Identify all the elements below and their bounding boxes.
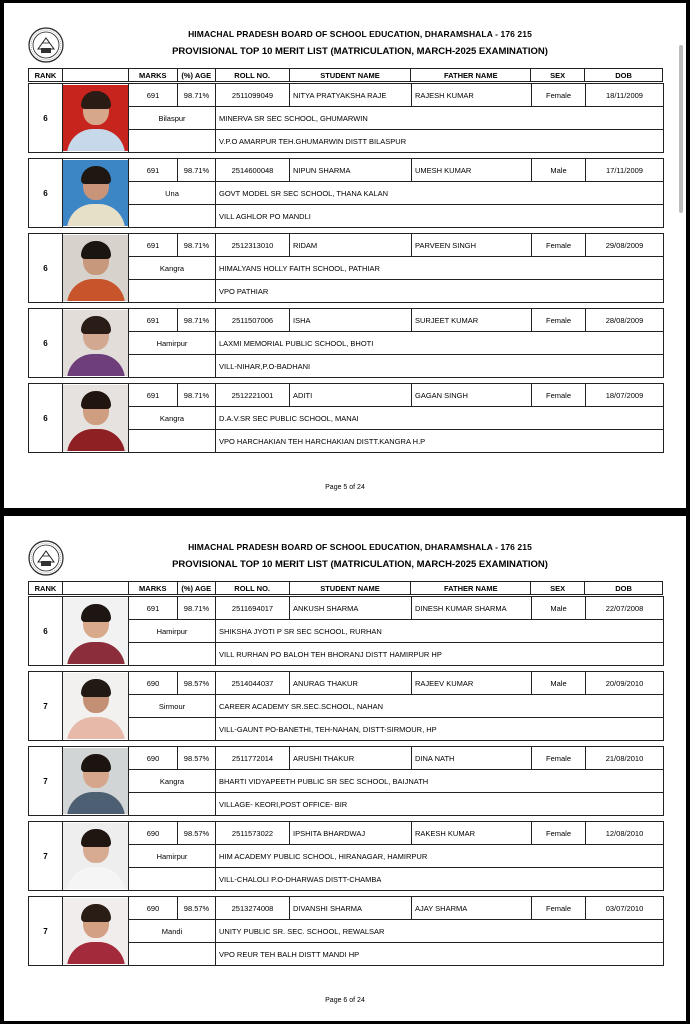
- student-photo: [63, 597, 129, 666]
- empty-cell: [129, 793, 216, 816]
- percentage-cell: 98.71%: [178, 84, 216, 107]
- sex-cell: Male: [532, 597, 586, 620]
- student-photo-image: [63, 235, 129, 301]
- empty-cell: [129, 643, 216, 666]
- school-cell: UNITY PUBLIC SR. SEC. SCHOOL, REWALSAR: [216, 920, 664, 943]
- student-photo-image: [63, 160, 129, 226]
- student-photo-image: [63, 898, 129, 964]
- school-cell: D.A.V.SR SEC PUBLIC SCHOOL, MANAI: [216, 407, 664, 430]
- student-name-cell: ANKUSH SHARMA: [290, 597, 412, 620]
- dob-cell: 17/11/2009: [586, 159, 664, 182]
- address-cell: VPO HARCHAKIAN TEH HARCHAKIAN DISTT.KANGRA H.P: [216, 430, 664, 453]
- father-name-cell: DINESH KUMAR SHARMA: [412, 597, 532, 620]
- percentage-cell: 98.57%: [178, 747, 216, 770]
- marks-header: MARKS: [128, 582, 177, 595]
- marks-cell: 691: [129, 597, 178, 620]
- roll-no-cell: 2511099049: [216, 84, 290, 107]
- school-cell: GOVT MODEL SR SEC SCHOOL, THANA KALAN: [216, 182, 664, 205]
- father-name-cell: RAKESH KUMAR: [412, 822, 532, 845]
- address-cell: VILL-GAUNT PO-BANETHI, TEH-NAHAN, DISTT-SIRMOUR, HP: [216, 718, 664, 741]
- address-cell: VILLAGE- KEORI,POST OFFICE- BIR: [216, 793, 664, 816]
- roll-no-cell: 2514600048: [216, 159, 290, 182]
- district-cell: Una: [129, 182, 216, 205]
- father-name-cell: PARVEEN SINGH: [412, 234, 532, 257]
- father-name-cell: AJAY SHARMA: [412, 897, 532, 920]
- student-photo: [63, 822, 129, 891]
- marks-cell: 690: [129, 822, 178, 845]
- student-name-cell: ADITI: [290, 384, 412, 407]
- rank-cell: 6: [29, 384, 63, 453]
- student-name-cell: ANURAG THAKUR: [290, 672, 412, 695]
- district-cell: Kangra: [129, 257, 216, 280]
- rank-header: RANK: [29, 582, 63, 595]
- dob-cell: 29/08/2009: [586, 234, 664, 257]
- merit-list-page: [4, 3, 686, 508]
- roll-no-cell: 2512313010: [216, 234, 290, 257]
- student-entry: [28, 83, 663, 152]
- merit-list-title: PROVISIONAL TOP 10 MERIT LIST (MATRICULATION, MARCH-2025 EXAMINATION): [172, 46, 548, 57]
- father-name-cell: RAJEEV KUMAR: [412, 672, 532, 695]
- page-number: Page 6 of 24: [325, 997, 365, 1004]
- student-photo-image: [63, 85, 129, 151]
- dob-cell: 18/11/2009: [586, 84, 664, 107]
- marks-cell: 691: [129, 84, 178, 107]
- empty-cell: [129, 205, 216, 228]
- rank-cell: 6: [29, 597, 63, 666]
- dob-cell: 22/07/2008: [586, 597, 664, 620]
- rank-header: RANK: [29, 69, 63, 82]
- school-cell: MINERVA SR SEC SCHOOL, GHUMARWIN: [216, 107, 664, 130]
- dob-cell: 12/08/2010: [586, 822, 664, 845]
- board-title: HIMACHAL PRADESH BOARD OF SCHOOL EDUCATION, DHARAMSHALA - 176 215: [188, 542, 532, 552]
- student-photo: [63, 897, 129, 966]
- student-photo-image: [63, 823, 129, 889]
- photo-header: [62, 69, 128, 82]
- roll-no-header: ROLL NO.: [215, 69, 289, 82]
- student-entry: [28, 308, 663, 377]
- address-cell: V.P.O AMARPUR TEH.GHUMARWIN DISTT BILASPUR: [216, 130, 664, 153]
- district-cell: Bilaspur: [129, 107, 216, 130]
- marks-cell: 690: [129, 747, 178, 770]
- student-name-cell: NIPUN SHARMA: [290, 159, 412, 182]
- student-photo-image: [63, 673, 129, 739]
- school-cell: LAXMI MEMORIAL PUBLIC SCHOOL, BHOTI: [216, 332, 664, 355]
- rank-cell: 6: [29, 159, 63, 228]
- student-photo-image: [63, 385, 129, 451]
- empty-cell: [129, 868, 216, 891]
- percentage-cell: 98.71%: [178, 384, 216, 407]
- roll-no-cell: 2512221001: [216, 384, 290, 407]
- empty-cell: [129, 718, 216, 741]
- student-entry: [28, 596, 663, 665]
- student-name-cell: IPSHITA BHARDWAJ: [290, 822, 412, 845]
- roll-no-cell: 2513274008: [216, 897, 290, 920]
- school-cell: SHIKSHA JYOTI P SR SEC SCHOOL, RURHAN: [216, 620, 664, 643]
- address-cell: VPO REUR TEH BALH DISTT MANDI HP: [216, 943, 664, 966]
- student-photo: [63, 84, 129, 153]
- sex-cell: Male: [532, 159, 586, 182]
- address-cell: VILL-CHALOLI P.O-DHARWAS DISTT-CHAMBA: [216, 868, 664, 891]
- dob-cell: 03/07/2010: [586, 897, 664, 920]
- student-photo: [63, 747, 129, 816]
- district-cell: Hamirpur: [129, 620, 216, 643]
- empty-cell: [129, 355, 216, 378]
- district-cell: Sirmour: [129, 695, 216, 718]
- marks-cell: 690: [129, 672, 178, 695]
- rank-cell: 7: [29, 897, 63, 966]
- school-cell: HIM ACADEMY PUBLIC SCHOOL, HIRANAGAR, HAMIRPUR: [216, 845, 664, 868]
- page-number: Page 5 of 24: [325, 484, 365, 491]
- marks-cell: 691: [129, 384, 178, 407]
- percentage-cell: 98.57%: [178, 897, 216, 920]
- dob-cell: 28/08/2009: [586, 309, 664, 332]
- roll-no-cell: 2511772014: [216, 747, 290, 770]
- sex-cell: Female: [532, 822, 586, 845]
- sex-header: SEX: [531, 69, 585, 82]
- empty-cell: [129, 280, 216, 303]
- rank-cell: 7: [29, 822, 63, 891]
- percentage-cell: 98.71%: [178, 159, 216, 182]
- student-photo: [63, 384, 129, 453]
- rank-cell: 6: [29, 309, 63, 378]
- sex-cell: Female: [532, 309, 586, 332]
- student-photo-image: [63, 310, 129, 376]
- school-cell: BHARTI VIDYAPEETH PUBLIC SR SEC SCHOOL, BAIJNATH: [216, 770, 664, 793]
- father-name-cell: GAGAN SINGH: [412, 384, 532, 407]
- dob-cell: 21/08/2010: [586, 747, 664, 770]
- merit-list-title: PROVISIONAL TOP 10 MERIT LIST (MATRICULATION, MARCH-2025 EXAMINATION): [172, 559, 548, 570]
- father-name-cell: UMESH KUMAR: [412, 159, 532, 182]
- rank-cell: 7: [29, 672, 63, 741]
- student-name-cell: ISHA: [290, 309, 412, 332]
- district-cell: Kangra: [129, 770, 216, 793]
- sex-cell: Female: [532, 234, 586, 257]
- empty-cell: [129, 430, 216, 453]
- student-photo: [63, 672, 129, 741]
- address-cell: VILL AGHLOR PO MANDLI: [216, 205, 664, 228]
- percentage-cell: 98.57%: [178, 672, 216, 695]
- student-name-cell: DIVANSHI SHARMA: [290, 897, 412, 920]
- scrollbar-thumb[interactable]: [679, 45, 683, 213]
- address-cell: VILL-NIHAR,P.O-BADHANI: [216, 355, 664, 378]
- address-cell: VILL RURHAN PO BALOH TEH BHORANJ DISTT HAMIRPUR HP: [216, 643, 664, 666]
- roll-no-cell: 2514044037: [216, 672, 290, 695]
- student-entry: [28, 233, 663, 302]
- sex-cell: Female: [532, 384, 586, 407]
- marks-cell: 691: [129, 234, 178, 257]
- roll-no-cell: 2511694017: [216, 597, 290, 620]
- address-cell: VPO PATHIAR: [216, 280, 664, 303]
- district-cell: Mandi: [129, 920, 216, 943]
- sex-header: SEX: [531, 582, 585, 595]
- roll-no-header: ROLL NO.: [215, 582, 289, 595]
- percentage-header: (%) AGE: [177, 582, 215, 595]
- student-entry: [28, 896, 663, 965]
- merit-list-page: [4, 516, 686, 1021]
- father-name-header: FATHER NAME: [411, 69, 531, 82]
- student-name-cell: ARUSHI THAKUR: [290, 747, 412, 770]
- rank-cell: 6: [29, 84, 63, 153]
- student-entry: [28, 746, 663, 815]
- student-entry: [28, 383, 663, 452]
- dob-cell: 18/07/2009: [586, 384, 664, 407]
- empty-cell: [129, 943, 216, 966]
- student-entry: [28, 821, 663, 890]
- percentage-cell: 98.71%: [178, 309, 216, 332]
- rank-cell: 7: [29, 747, 63, 816]
- dob-header: DOB: [585, 582, 663, 595]
- roll-no-cell: 2511573022: [216, 822, 290, 845]
- empty-cell: [129, 130, 216, 153]
- student-entry: [28, 158, 663, 227]
- marks-header: MARKS: [128, 69, 177, 82]
- student-name-header: STUDENT NAME: [289, 69, 411, 82]
- student-name-header: STUDENT NAME: [289, 582, 411, 595]
- column-header-row: [28, 68, 663, 82]
- student-photo-image: [63, 598, 129, 664]
- student-entry: [28, 671, 663, 740]
- board-title: HIMACHAL PRADESH BOARD OF SCHOOL EDUCATION, DHARAMSHALA - 176 215: [188, 29, 532, 39]
- percentage-cell: 98.71%: [178, 597, 216, 620]
- photo-header: [62, 582, 128, 595]
- dob-cell: 20/09/2010: [586, 672, 664, 695]
- rank-cell: 6: [29, 234, 63, 303]
- sex-cell: Female: [532, 897, 586, 920]
- district-cell: Hamirpur: [129, 845, 216, 868]
- father-name-cell: DINA NATH: [412, 747, 532, 770]
- student-name-cell: RIDAM: [290, 234, 412, 257]
- sex-cell: Female: [532, 84, 586, 107]
- percentage-cell: 98.57%: [178, 822, 216, 845]
- roll-no-cell: 2511507006: [216, 309, 290, 332]
- student-photo-image: [63, 748, 129, 814]
- marks-cell: 691: [129, 159, 178, 182]
- percentage-header: (%) AGE: [177, 69, 215, 82]
- student-photo: [63, 234, 129, 303]
- dob-header: DOB: [585, 69, 663, 82]
- father-name-cell: SURJEET KUMAR: [412, 309, 532, 332]
- column-header-row: [28, 581, 663, 595]
- marks-cell: 690: [129, 897, 178, 920]
- school-cell: HIMALYANS HOLLY FAITH SCHOOL, PATHIAR: [216, 257, 664, 280]
- percentage-cell: 98.71%: [178, 234, 216, 257]
- district-cell: Hamirpur: [129, 332, 216, 355]
- father-name-header: FATHER NAME: [411, 582, 531, 595]
- student-name-cell: NITYA PRATYAKSHA RAJE: [290, 84, 412, 107]
- school-cell: CAREER ACADEMY SR.SEC.SCHOOL, NAHAN: [216, 695, 664, 718]
- student-photo: [63, 309, 129, 378]
- father-name-cell: RAJESH KUMAR: [412, 84, 532, 107]
- student-photo: [63, 159, 129, 228]
- sex-cell: Female: [532, 747, 586, 770]
- marks-cell: 691: [129, 309, 178, 332]
- sex-cell: Male: [532, 672, 586, 695]
- district-cell: Kangra: [129, 407, 216, 430]
